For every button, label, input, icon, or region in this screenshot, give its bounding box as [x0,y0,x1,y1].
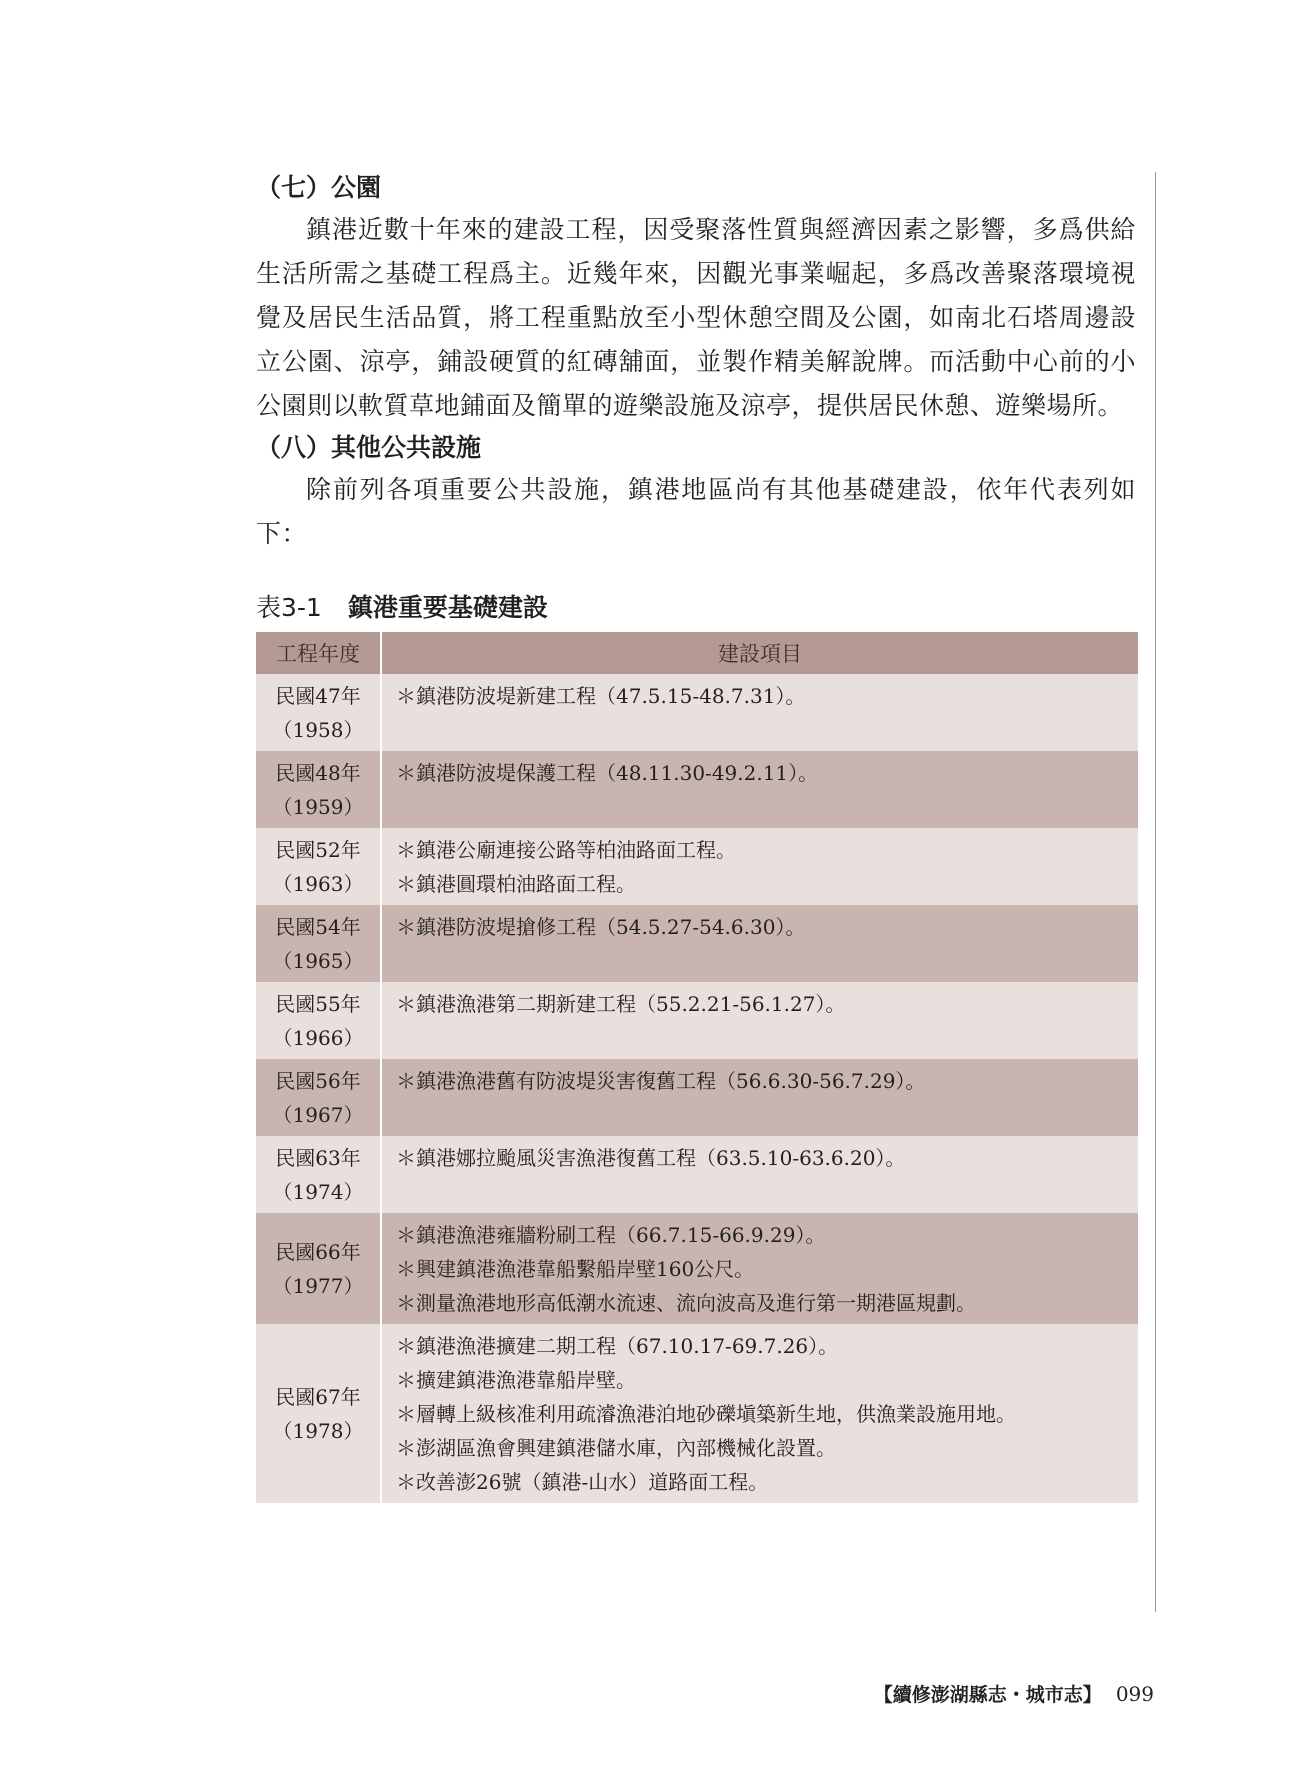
section7-paragraph: 鎮港近數十年來的建設工程，因受聚落性質與經濟因素之影響，多爲供給生活所需之基礎工程爲主。近幾年來，因觀光事業崛起，多爲改善聚落環境視覺及居民生活品質，將工程重點放至小型休憩空間及公園，如南北石塔周邊設立公園、涼亭，鋪設硬質的紅磚舖面，並製作精美解說牌。而活動中心前的小公園則以軟質草地鋪面及簡單的遊樂設施及涼亭，提供居民休憩、遊樂場所。 [256,215,1136,420]
project-item: ＊鎮港防波堤保護工程（48.11.30-49.2.11）。 [396,761,819,785]
ad-year: （1959） [272,795,364,819]
year-cell [256,828,381,905]
table-row [256,1136,1138,1213]
project-item: ＊層轉上級核准利用疏濬漁港泊地砂礫塡築新生地，供漁業設施用地。 [396,1402,1016,1426]
ad-year: （1958） [272,718,364,742]
section8-paragraph: 除前列各項重要公共設施，鎮港地區尚有其他基礎建設，依年代表列如下： [256,475,1136,548]
table-row [256,751,1138,828]
items-cell [381,1136,1138,1213]
items-cell [381,982,1138,1059]
project-item: ＊鎮港防波堤新建工程（47.5.15-48.7.31）。 [396,684,806,708]
year-cell [256,982,381,1059]
table-row [256,905,1138,982]
section8-heading: （八）其他公共設施 [256,433,482,462]
year-cell [256,1324,381,1503]
project-item: ＊鎮港圓環柏油路面工程。 [396,872,636,896]
table-header-row [256,632,1138,674]
roc-year: 民國48年 [275,761,361,785]
year-cell [256,1136,381,1213]
project-item: ＊擴建鎮港漁港靠船岸壁。 [396,1368,636,1392]
project-item: ＊鎮港漁港雍牆粉刷工程（66.7.15-66.9.29）。 [396,1223,826,1247]
table-row [256,1213,1138,1324]
table-number: 表3-1 [256,593,322,622]
table-row [256,1324,1138,1503]
table-row [256,982,1138,1059]
items-cell [381,1324,1138,1503]
header-items: 建設項目 [381,632,1138,674]
ad-year: （1978） [272,1419,364,1443]
roc-year: 民國67年 [275,1385,361,1409]
year-cell [256,1213,381,1324]
table-row [256,1059,1138,1136]
items-cell [381,828,1138,905]
roc-year: 民國47年 [275,684,361,708]
project-item: ＊鎮港漁港擴建二期工程（67.10.17-69.7.26）。 [396,1334,839,1358]
roc-year: 民國55年 [275,992,361,1016]
margin-rule [1155,172,1156,1612]
ad-year: （1965） [272,949,364,973]
book-title: 【續修澎湖縣志・城市志】 [873,1684,1102,1706]
roc-year: 民國56年 [275,1069,361,1093]
ad-year: （1974） [272,1180,364,1204]
items-cell [381,1059,1138,1136]
project-item: ＊鎮港防波堤搶修工程（54.5.27-54.6.30）。 [396,915,806,939]
roc-year: 民國54年 [275,915,361,939]
table-title: 鎮港重要基礎建設 [347,593,548,622]
items-cell [381,905,1138,982]
items-cell [381,1213,1138,1324]
ad-year: （1967） [272,1103,364,1127]
year-cell [256,751,381,828]
page-footer [874,1680,1154,1707]
main-content [256,168,1136,1503]
year-cell [256,905,381,982]
header-year: 工程年度 [256,632,381,674]
items-cell [381,751,1138,828]
ad-year: （1966） [272,1026,364,1050]
roc-year: 民國63年 [275,1146,361,1170]
table-body [256,674,1138,1503]
infrastructure-table [256,632,1138,1503]
table-row [256,674,1138,751]
page-number: 099 [1115,1682,1154,1706]
section7-heading: （七）公園 [256,173,382,202]
project-item: ＊測量漁港地形高低潮水流速、流向波高及進行第一期港區規劃。 [396,1291,976,1315]
year-cell [256,674,381,751]
project-item: ＊鎮港漁港第二期新建工程（55.2.21-56.1.27）。 [396,992,846,1016]
table-row [256,828,1138,905]
project-item: ＊澎湖區漁會興建鎮港儲水庫，內部機械化設置。 [396,1436,836,1460]
project-item: ＊鎮港漁港舊有防波堤災害復舊工程（56.6.30-56.7.29）。 [396,1069,926,1093]
year-cell [256,1059,381,1136]
items-cell [381,674,1138,751]
ad-year: （1963） [272,872,364,896]
project-item: ＊改善澎26號（鎮港-山水）道路面工程。 [396,1470,769,1494]
ad-year: （1977） [272,1274,364,1298]
project-item: ＊鎮港娜拉颱風災害漁港復舊工程（63.5.10-63.6.20）。 [396,1146,906,1170]
roc-year: 民國66年 [275,1240,361,1264]
table-caption [256,590,1136,626]
roc-year: 民國52年 [275,838,361,862]
project-item: ＊興建鎮港漁港靠船繫船岸壁160公尺。 [396,1257,755,1281]
project-item: ＊鎮港公廟連接公路等柏油路面工程。 [396,838,736,862]
